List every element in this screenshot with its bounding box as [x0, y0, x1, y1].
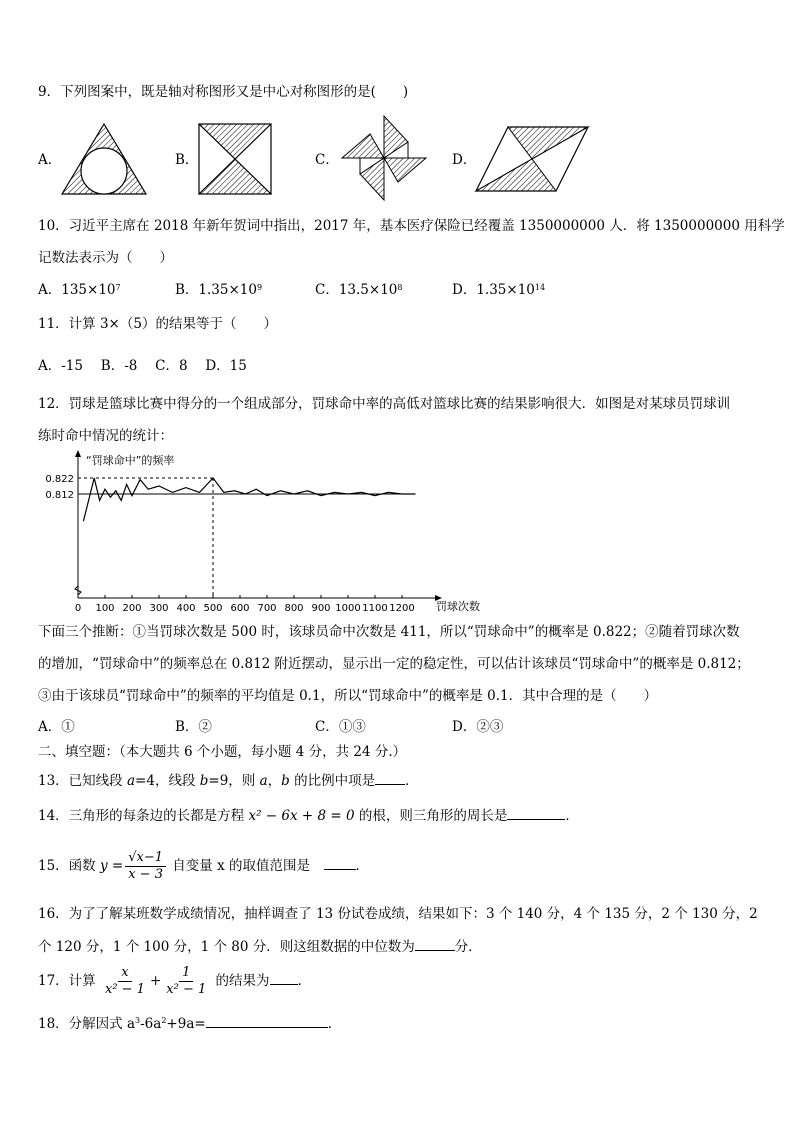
q16-line2: 个 120 分，1 个 100 分，1 个 80 分．则这组数据的中位数为 分．	[38, 936, 482, 957]
frequency-chart	[30, 446, 500, 618]
q13: 13．已知线段 a=4，线段 b=9，则 a，b 的比例中项是 ．	[38, 770, 419, 791]
q9-option-b: B．	[175, 152, 199, 168]
x-axis-label: 罚球次数	[436, 600, 480, 613]
q15-answer-blank[interactable]	[324, 855, 356, 870]
x-tick-label: 900	[311, 603, 331, 614]
x-tick-label: 100	[95, 603, 115, 614]
q10-option-d: D．$1.35\times 10^{14}$	[452, 282, 546, 298]
q12-option-d: D．②③	[452, 719, 504, 735]
chart-title: “罚球命中”的频率	[86, 454, 175, 467]
x-tick-label: 1200	[389, 603, 415, 614]
q18: 18．分解因式 $a^3-6a^2+9a=$ ．	[38, 1013, 341, 1034]
q16-line1: 16．为了了解某班数学成绩情况，抽样调查了 13 份试卷成绩，结果如下：3 个 140 分，4 个 135 分，2 个 130 分，2	[38, 906, 758, 922]
q10-option-a: A．$135\times 10^7$	[38, 282, 121, 298]
q9-option-a: A．	[38, 152, 62, 168]
q12-inference-3: ③由于该球员“罚球命中”的频率的平均值是 0.1，所以“罚球命中”的概率是 0.1．其中合理的是（ ）	[38, 688, 658, 704]
x-tick-label: 800	[284, 603, 304, 614]
y-tick-label: 0.822	[45, 474, 74, 485]
q11-options: A．-15 B．-8 C．8 D．15	[38, 358, 247, 374]
q14: 14．三角形的每条边的长都是方程 x² − 6x + 8 = 0 的根，则三角形的周长是 ．	[38, 805, 579, 826]
q10-option-c: C．$13.5\times 10^8$	[315, 282, 403, 298]
q9-figure-b	[198, 123, 272, 195]
q10-line2: 记数法表示为（ ）	[38, 250, 173, 266]
q12-inference-2: 的增加，“罚球命中”的频率总在 0.812 附近摆动，显示出一定的稳定性，可以估计该球员“罚球命中”的概率是 0.812；	[38, 656, 750, 672]
q9-figure-a	[60, 122, 148, 196]
q17-answer-blank[interactable]	[270, 970, 298, 985]
q9-option-c: C．	[315, 152, 339, 168]
x-tick-label: 300	[149, 603, 169, 614]
q12-option-c: C．①③	[315, 719, 366, 735]
q10-option-b: B．$1.35\times 10^9$	[175, 282, 263, 298]
q9-option-d: D．	[452, 152, 477, 168]
q9-stem: 9．下列图案中，既是轴对称图形又是中心对称图形的是( )	[38, 84, 409, 100]
x-tick-label: 200	[122, 603, 142, 614]
q12-option-a: A．①	[38, 719, 75, 735]
q9-figure-c	[336, 112, 432, 204]
q14-answer-blank[interactable]	[507, 805, 565, 820]
section-heading: 二、填空题：（本大题共 6 个小题，每小题 4 分，共 24 分.）	[38, 744, 407, 760]
q15: 15．函数 y = $\frac{√x-1}{x - 3}$ 自变量 x 的取值范围是 ．	[38, 850, 369, 882]
q11-stem: 11．计算 3×（5）的结果等于（ ）	[38, 316, 277, 332]
y-axis-arrow	[75, 450, 81, 457]
series-line	[83, 478, 415, 521]
q17-fraction-2: $\frac{1}{\text{x² − 1}}$	[166, 965, 207, 997]
x-tick-label: 400	[176, 603, 196, 614]
x-tick-label: 0	[74, 603, 82, 614]
q12-inference-1: 下面三个推断：①当罚球次数是 500 时，该球员命中次数是 411，所以“罚球命中”的概率是 0.822；②随着罚球次数	[38, 624, 740, 640]
q10-line1: 10．习近平主席在 2018 年新年贺词中指出，2017 年，基本医疗保险已经覆盖 1350000000 人．将 1350000000 用科学	[38, 218, 785, 234]
q15-fraction: $\frac{√x-1}{x - 3}$	[125, 850, 166, 883]
q16-answer-blank[interactable]	[415, 936, 455, 951]
q18-answer-blank[interactable]	[206, 1013, 328, 1028]
q12-line2: 练时命中情况的统计：	[38, 428, 173, 444]
x-tick-label: 1100	[362, 603, 388, 614]
q12-line1: 12．罚球是篮球比赛中得分的一个组成部分，罚球命中率的高低对篮球比赛的结果影响很大．如图是对某球员罚球训	[38, 396, 731, 412]
q17-fraction-1: $\frac{x}{\text{x² − 1}}$	[104, 965, 145, 997]
q9-figure-d	[474, 125, 590, 193]
x-tick-label: 700	[257, 603, 277, 614]
x-tick-label: 500	[203, 603, 223, 614]
q12-option-b: B．②	[175, 719, 212, 735]
x-tick-label: 600	[230, 603, 250, 614]
x-tick-label: 1000	[335, 603, 361, 614]
q17: 17．计算 $\frac{x}{\text{x² − 1}}$ + $\frac{1}{\text{x² − 1}}$ 的结果为 ．	[38, 965, 312, 997]
y-tick-label: 0.812	[45, 490, 74, 501]
q13-answer-blank[interactable]	[375, 770, 405, 785]
